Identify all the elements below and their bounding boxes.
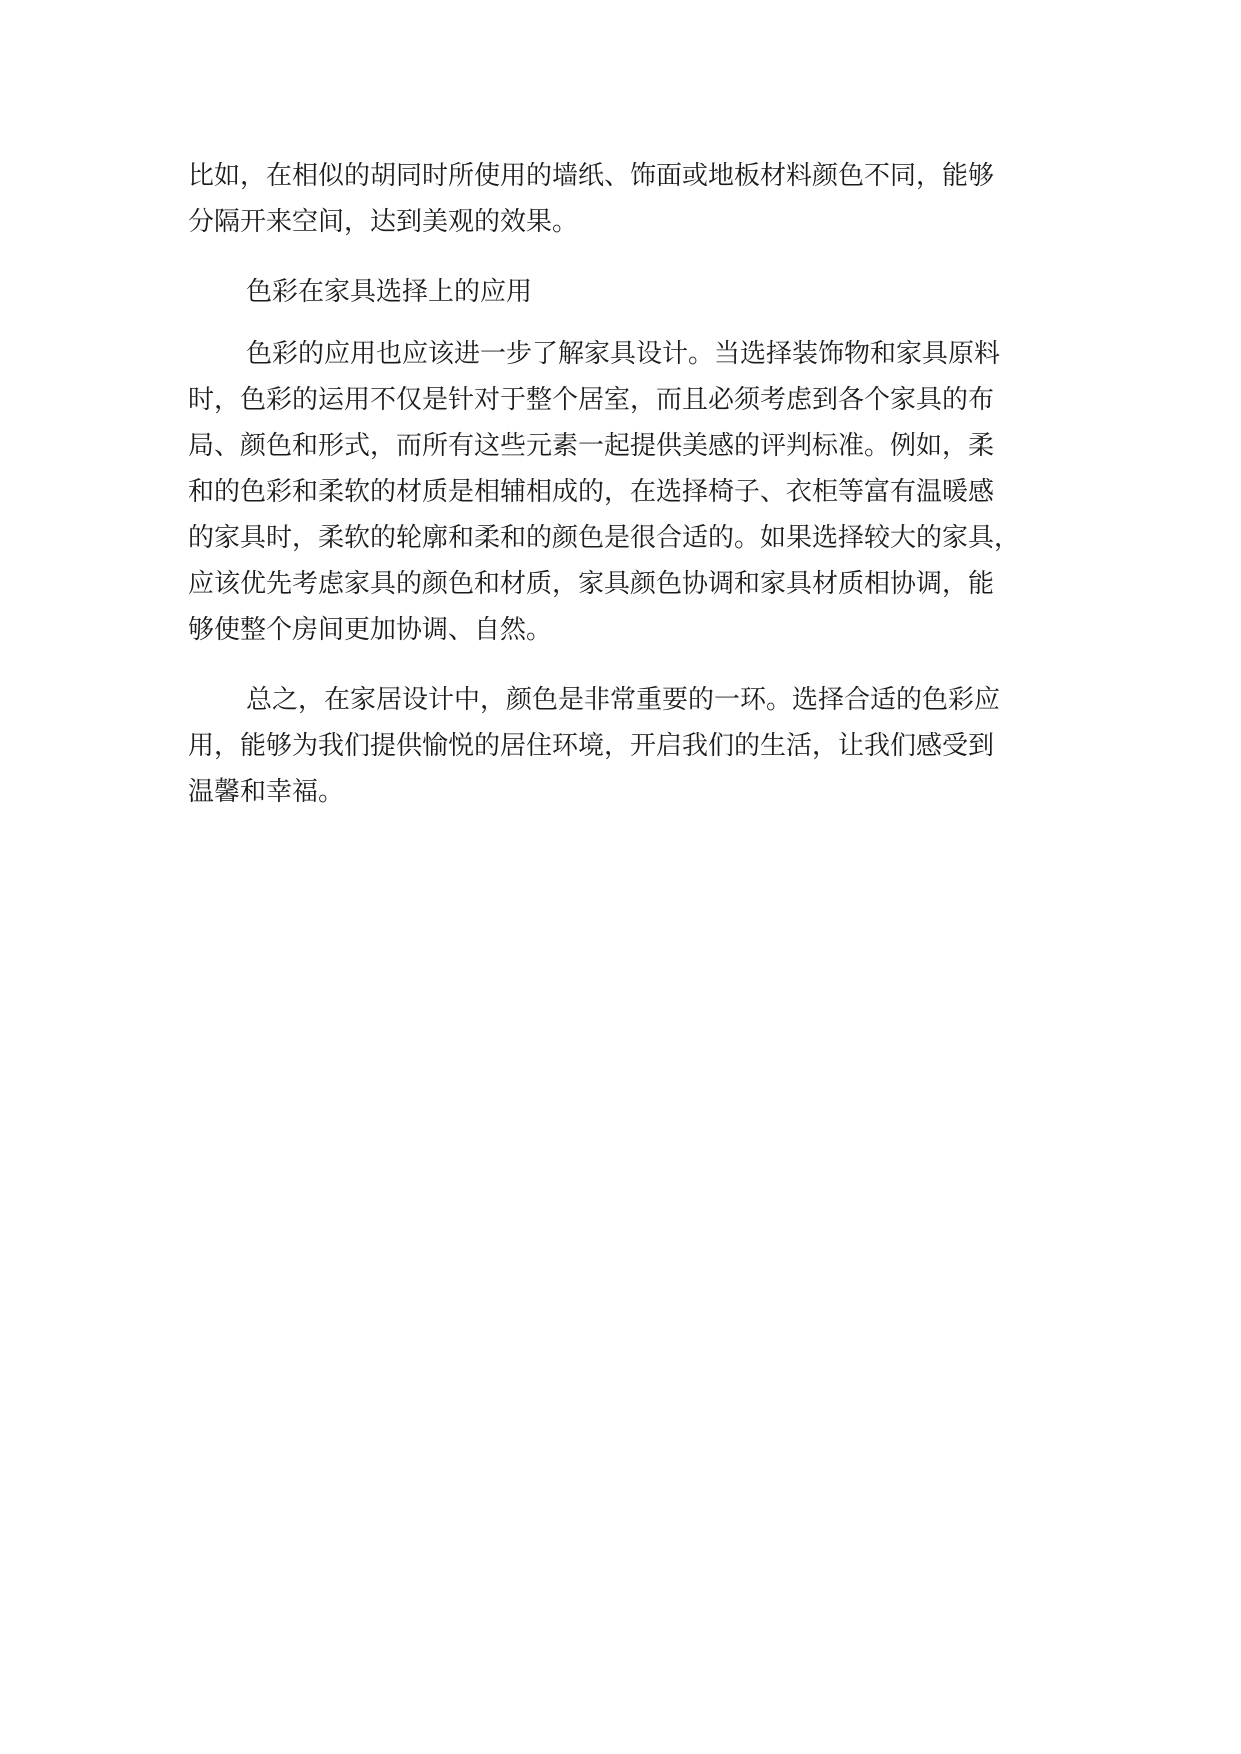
paragraph-conclusion-line: 温馨和幸福。 bbox=[188, 777, 345, 807]
paragraph-furniture-line: 局、颜色和形式，而所有这些元素一起提供美感的评判标准。例如，柔 bbox=[188, 431, 995, 461]
paragraph-furniture-line: 够使整个房间更加协调、自然。 bbox=[188, 615, 553, 645]
paragraph-furniture-line: 应该优先考虑家具的颜色和材质，家具颜色协调和家具材质相协调，能 bbox=[188, 569, 995, 599]
paragraph-furniture-line: 色彩的应用也应该进一步了解家具设计。当选择装饰物和家具原料 bbox=[246, 339, 1001, 369]
paragraph-conclusion-line: 用，能够为我们提供愉悦的居住环境，开启我们的生活，让我们感受到 bbox=[188, 731, 995, 761]
paragraph-intro-line: 比如，在相似的胡同时所使用的墙纸、饰面或地板材料颜色不同，能够 bbox=[188, 161, 995, 191]
paragraph-intro-line: 分隔开来空间，达到美观的效果。 bbox=[188, 207, 579, 237]
paragraph-conclusion-line: 总之，在家居设计中，颜色是非常重要的一环。选择合适的色彩应 bbox=[246, 685, 1001, 715]
paragraph-furniture-line: 和的色彩和柔软的材质是相辅相成的，在选择椅子、衣柜等富有温暖感 bbox=[188, 477, 995, 507]
section-heading: 色彩在家具选择上的应用 bbox=[246, 277, 533, 307]
paragraph-furniture-line: 时，色彩的运用不仅是针对于整个居室，而且必须考虑到各个家具的布 bbox=[188, 385, 995, 415]
paragraph-furniture-line: 的家具时，柔软的轮廓和柔和的颜色是很合适的。如果选择较大的家具， bbox=[188, 523, 1021, 553]
